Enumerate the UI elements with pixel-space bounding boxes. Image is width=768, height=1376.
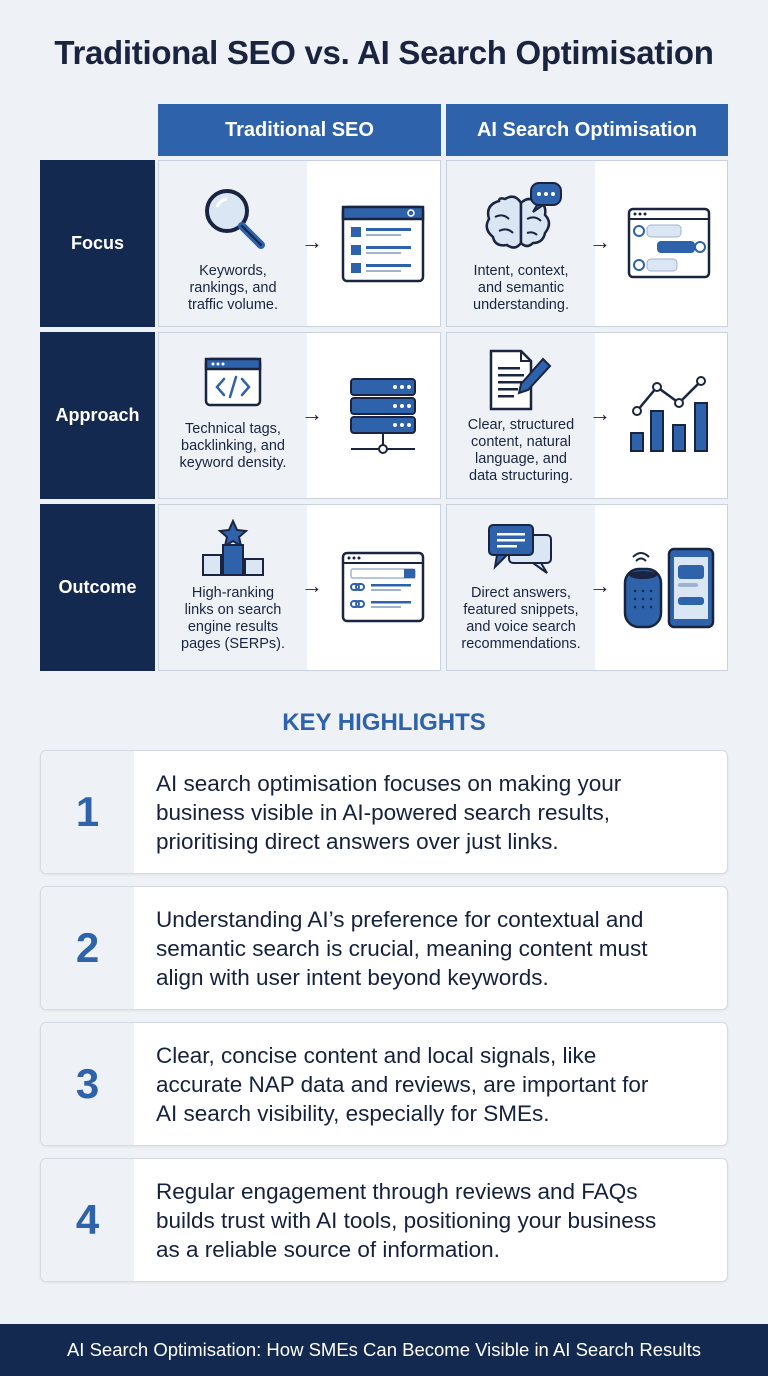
row-header-approach: Approach xyxy=(40,332,155,499)
cell-text: Keywords, rankings, and traffic volume. xyxy=(188,263,278,313)
chat-window-icon xyxy=(627,207,711,279)
highlight-number: 2 xyxy=(41,887,134,1009)
cell-text: Intent, context, and semantic understanding. xyxy=(473,263,569,313)
podium-star-icon xyxy=(201,519,265,577)
page-title: Traditional SEO vs. AI Search Optimisation xyxy=(54,34,714,71)
arrow-right-icon: → xyxy=(589,401,611,426)
chat-bubbles-icon xyxy=(487,521,555,579)
arrow-right-icon: → xyxy=(301,401,323,426)
cell-focus-ai xyxy=(446,160,728,327)
cell-text: High-ranking links on search engine results pages (SERPs). xyxy=(181,585,285,652)
key-highlights-title: KEY HIGHLIGHTS xyxy=(282,709,486,736)
search-results-page-icon xyxy=(341,205,425,283)
magnifier-icon xyxy=(199,183,269,253)
highlight-number: 1 xyxy=(41,751,134,873)
footer-banner: AI Search Optimisation: How SMEs Can Become Visible in AI Search Results xyxy=(0,1324,768,1376)
link-results-icon xyxy=(341,551,425,623)
brain-chat-icon xyxy=(481,181,563,255)
column-header-ai: AI Search Optimisation xyxy=(446,104,728,156)
smart-speaker-phone-icon xyxy=(621,547,717,631)
arrow-right-icon: → xyxy=(301,573,323,598)
cell-approach-traditional xyxy=(158,332,441,499)
row-header-focus: Focus xyxy=(40,160,155,327)
cell-focus-traditional xyxy=(158,160,441,327)
highlight-card-4 xyxy=(40,1158,728,1282)
column-header-traditional: Traditional SEO xyxy=(158,104,441,156)
highlight-text: Clear, concise content and local signals, like accurate NAP data and reviews, are important for AI search visibility, especially for SMEs. xyxy=(156,1043,649,1126)
bar-chart-icon xyxy=(627,375,715,455)
highlight-number: 3 xyxy=(41,1023,134,1145)
cell-approach-ai xyxy=(446,332,728,499)
row-header-outcome: Outcome xyxy=(40,504,155,671)
cell-outcome-traditional xyxy=(158,504,441,671)
highlight-card-2 xyxy=(40,886,728,1010)
cell-text: Direct answers, featured snippets, and voice search recommendations. xyxy=(461,585,581,652)
cell-text: Technical tags, backlinking, and keyword density. xyxy=(179,421,287,471)
arrow-right-icon: → xyxy=(301,229,323,254)
cell-text: Clear, structured content, natural language, and data structuring. xyxy=(467,417,575,484)
arrow-right-icon: → xyxy=(589,229,611,254)
highlight-number: 4 xyxy=(41,1159,134,1281)
cell-outcome-ai xyxy=(446,504,728,671)
server-stack-icon xyxy=(349,377,417,459)
code-window-icon xyxy=(204,357,262,407)
highlight-text: Understanding AI’s preference for contextual and semantic search is crucial, meaning content must align with user intent beyond keywords. xyxy=(156,907,648,990)
arrow-right-icon: → xyxy=(589,573,611,598)
highlight-text: AI search optimisation focuses on making your business visible in AI-powered search results, prioritising direct answers over just links. xyxy=(156,771,622,854)
highlight-text: Regular engagement through reviews and FAQs builds trust with AI tools, positioning your business as a reliable source of information. xyxy=(156,1179,657,1262)
highlight-card-1 xyxy=(40,750,728,874)
document-pen-icon xyxy=(489,349,553,411)
highlight-card-3 xyxy=(40,1022,728,1146)
